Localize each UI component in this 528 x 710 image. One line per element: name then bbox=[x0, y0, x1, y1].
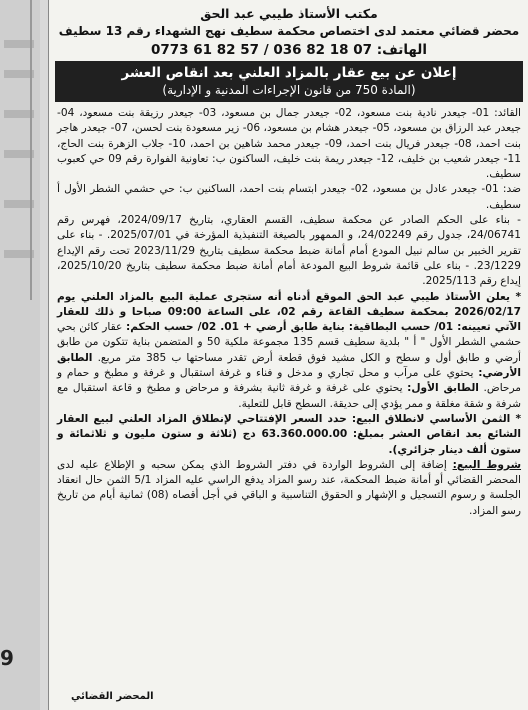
claimants-paragraph: القائد: 01- جيعدر نادية بنت مسعود، 02- جيعدر جمال بن مسعود، 03- جيعدر رزيقة بنت مسعود، 04- جيعدر عبد الرزاق بن مسعود، 05- جيعدر هشام بن مسعود، 06- زير مسعودة بنت لحسن، 07- جيعدر هاجر بنت احمد، 08- جيعدر فريال بنت احمد، 09- جيعدر محمد شاهين بن احمد، 10- جلاب الزهرة بنت الحاج، 11- جيعدر شعيب بن خليف، 12- جيعدر ريمة بنت خليف، الساكنون ب: تعاونية الفوارة رقم 09 حي كعبوب سطيف. bbox=[57, 107, 522, 181]
legal-basis-paragraph: - بناء على الحكم الصادر عن محكمة سطيف، القسم العقاري، بتاريخ 2024/09/17، فهرس رقم 24/06741، جدول رقم 24/02249، و الممهور بالصيغة التنفيذية المؤرخة في 2025/07/01. - بناء على تقرير الخبير بن سالم نبيل المودع أمام أمانة ضبط محكمة سطيف بتاريخ 2023/11/29 تحت رقم الإيداع 23/1229. - بناء على قائمة شروط البيع المودعة أمام أمانة ضبط محكمة سطيف بتاريخ 2025/10/20، إيداع رقم 2025/113. bbox=[57, 214, 521, 288]
notice-subtitle: (المادة 750 من قانون الإجراءات المدنية و الإدارية) bbox=[162, 83, 416, 97]
starting-price-paragraph: * الثمن الأساسي لانطلاق البيع: حدد السعر الإفتتاحي لإنطلاق المزاد العلني لبيع العقار الشائع بعد انقاص العشر بمبلغ: 63.360.000.00 دج (ثلاثة و ستون مليون و ثلاثمائة و ستون ألف دينار جزائري). bbox=[57, 412, 521, 456]
notice-header bbox=[49, 6, 528, 60]
notice-body bbox=[49, 102, 528, 519]
sale-terms-paragraph bbox=[57, 458, 521, 519]
phone-label: الهاتف: bbox=[376, 42, 428, 58]
sale-terms-label: شروط البيع: bbox=[452, 458, 522, 471]
phone-line bbox=[49, 40, 528, 60]
notice-banner bbox=[55, 61, 523, 102]
office-name: مكتب الأستاذ طيبي عبد الحق bbox=[200, 6, 378, 21]
column-rule bbox=[30, 0, 32, 300]
adjacent-page-fragment: 9 bbox=[0, 646, 14, 670]
auction-notice bbox=[48, 0, 528, 710]
property-description: عقار كائن بحي حشمي الشطر الأول " أ " بلدية سطيف قسم 135 مجموعة ملكية 50 و المتضمن بناية تتكون من طابق أرضي و طابق أول و سطح و الكل مشيد فوق قطعة أرض تقدر مساحتها ب 385 متر مربع. bbox=[57, 321, 522, 364]
adjacent-page-strip bbox=[0, 0, 40, 710]
first-floor-label: الطابق الأول: bbox=[407, 382, 479, 395]
bailiff-signature: المحضر القضائي bbox=[71, 691, 154, 702]
first-floor-text: يحتوي على غرفة و غرفة ثانية بشرفة و مرحاض و مطبخ و قاعة استقبال مع شرفة و شقة مغلقة و ممر يؤدي إلى حديقة. السطح قابل للتعلية. bbox=[57, 382, 521, 410]
sale-terms-text: إضافة إلى الشروط الواردة في دفتر الشروط الذي يمكن سحبه و الإطلاع عليه لدى المحضر القضائي أو أمانة ضبط المحكمة، عند رسو المزاد يدفع الراسي عليه المزاد 5/1 الثمن حال انعقاد الجلسة و رسوم التسجيل و الإشهار و الحقوق التناسبية و الباقي في أجل أقصاه (08) ثمانية أيام من تاريخ رسو المزاد. bbox=[57, 458, 521, 517]
sale-announcement-paragraph bbox=[57, 290, 521, 412]
defendants-paragraph: ضد: 01- جيعدر عادل بن مسعود، 02- جيعدر ابتسام بنت احمد، الساكنين ب: حي حشمي الشطر الأول أ سطيف. bbox=[57, 183, 522, 211]
bailiff-role: محضر قضائي معتمد لدى اختصاص محكمة سطيف نهج الشهداء رقم 13 سطيف bbox=[58, 24, 520, 38]
ground-floor-text: يحتوي على مرآب و محل تجاري و مدخل و فناء و غرفة استقبال و غرفة و مطبخ و حمام و مرحاض. bbox=[57, 367, 521, 395]
notice-title: إعلان عن بيع عقار بالمزاد العلني بعد انقاص العشر bbox=[121, 65, 457, 81]
ground-floor-label: الطابق الأرضي: bbox=[57, 351, 521, 380]
sale-date-text: * يعلن الأستاذ طيبي عبد الحق الموقع أدناه أنه ستجرى عملية البيع بالمزاد العلني يوم 2026/02/17 بمحكمة سطيف القاعة رقم 02، على الساعة 09:00 صباحا و ذلك للعقار الآتي تعيينه: 01/ حسب البطاقية: بناية طابق أرضي + 01. 02/ حسب الحكم: bbox=[57, 290, 521, 334]
phone-numbers: 07 18 82 036 / 57 82 61 0773 bbox=[150, 42, 373, 58]
